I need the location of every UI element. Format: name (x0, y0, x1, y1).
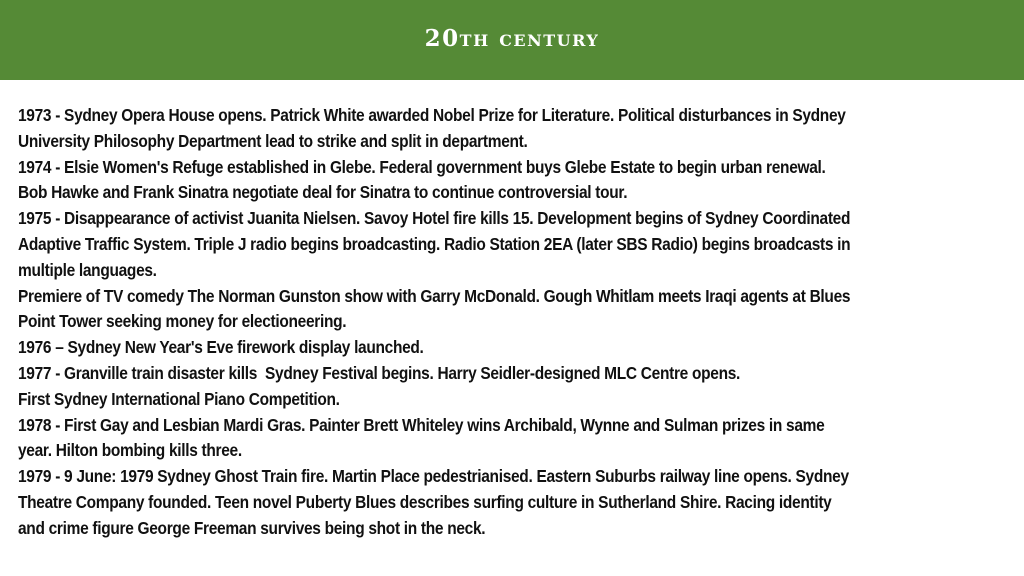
body-line: 1979 - 9 June: 1979 Sydney Ghost Train fire. Martin Place pedestrianised. Eastern Suburbs railway line opens. Sydney (18, 466, 849, 487)
body-line: 1976 – Sydney New Year's Eve firework display launched. (18, 337, 424, 358)
body-line: Theatre Company founded. Teen novel Puberty Blues describes surfing culture in Sutherland Shire. Racing identity (18, 491, 832, 512)
slide-title: 20th century (424, 24, 600, 52)
slide-body (18, 103, 889, 542)
body-line: Adaptive Traffic System. Triple J radio begins broadcasting. Radio Station 2EA (later SBS Radio) begins broadcasts in (18, 233, 851, 254)
title-bar (0, 0, 1024, 80)
body-line: and crime figure George Freeman survives being shot in the neck. (18, 517, 486, 538)
body-line: 1974 - Elsie Women's Refuge established in Glebe. Federal government buys Glebe Estate to begin urban renewal. (18, 156, 826, 177)
body-line: 1978 - First Gay and Lesbian Mardi Gras. Painter Brett Whiteley wins Archibald, Wynne and Sulman prizes in same (18, 414, 825, 435)
body-line: First Sydney International Piano Competition. (18, 388, 340, 409)
body-line: 1975 - Disappearance of activist Juanita Nielsen. Savoy Hotel fire kills 15. Development begins of Sydney Coordinated (18, 208, 851, 229)
body-line: University Philosophy Department lead to strike and split in department. (18, 130, 528, 151)
body-line: 1973 - Sydney Opera House opens. Patrick White awarded Nobel Prize for Literature. Political disturbances in Sydney (18, 105, 846, 125)
body-line: 1977 - Granville train disaster kills Sydney Festival begins. Harry Seidler-designed MLC Centre opens. (18, 362, 741, 383)
body-line: Point Tower seeking money for electioneering. (18, 311, 347, 332)
body-line: multiple languages. (18, 259, 157, 280)
body-line: Bob Hawke and Frank Sinatra negotiate deal for Sinatra to continue controversial tour. (18, 182, 628, 203)
body-line: Premiere of TV comedy The Norman Gunston show with Garry McDonald. Gough Whitlam meets Iraqi agents at Blues (18, 285, 851, 306)
body-line: year. Hilton bombing kills three. (18, 440, 242, 461)
